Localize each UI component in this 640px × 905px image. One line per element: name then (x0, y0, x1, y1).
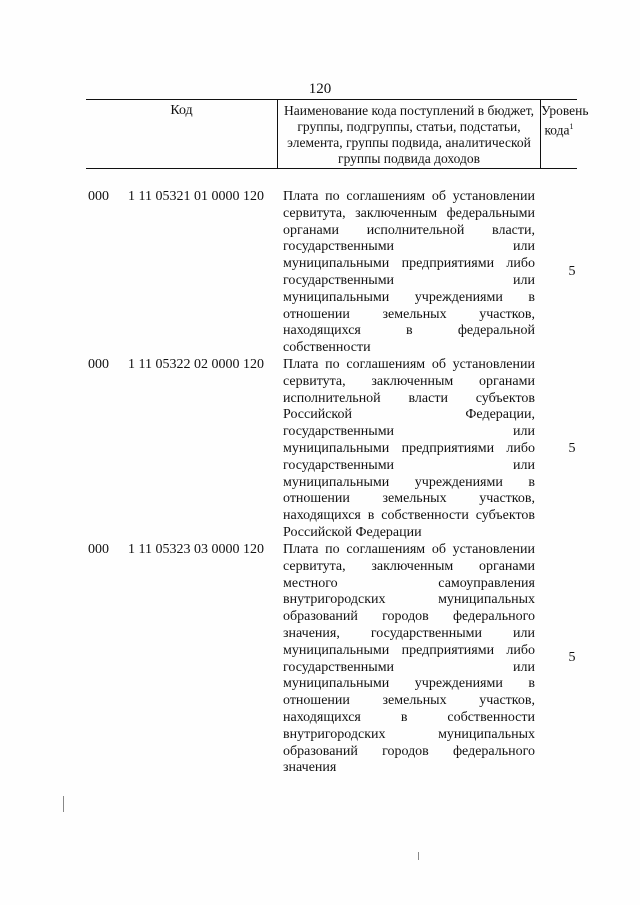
header-name: Наименование кода поступлений в бюджет, группы, подгруппы, статьи, подстатьи, элемента, группы подвида, аналитической группы подвида доходов (283, 103, 534, 166)
description-line: находящихся в собственности (283, 709, 535, 725)
page-number: 120 (308, 81, 332, 97)
row-level: 5 (568, 441, 576, 456)
description-line: муниципальными учреждениями в (283, 289, 535, 305)
description-line: Российской Федерации (283, 524, 422, 540)
description-line: государственными или (283, 457, 535, 473)
description-line: муниципальными предприятиями либо (283, 256, 535, 272)
description-line: государственными или (283, 239, 535, 255)
description-line: государственными или (283, 424, 535, 440)
description-line: Российской Федерации, (283, 407, 535, 423)
table-header (86, 99, 589, 169)
row-level: 5 (568, 264, 576, 279)
row-code: 1 11 05323 03 0000 120 (128, 542, 264, 557)
description-line: значения, государственными или (283, 625, 535, 641)
scan-mark (418, 852, 419, 860)
description-line: отношении земельных участков, (283, 306, 535, 322)
description-line: находящихся в собственности субъектов (283, 508, 535, 524)
description-line: органами исполнительной власти, (283, 222, 535, 238)
row-description (283, 189, 535, 357)
description-line: собственности (283, 340, 371, 356)
description-line: сервитута, заключенным органами (283, 558, 535, 574)
row-code: 1 11 05321 01 0000 120 (128, 189, 264, 204)
description-line: сервитута, заключенным органами (283, 373, 535, 389)
scan-mark (63, 796, 64, 812)
header-code: Код (170, 103, 193, 118)
description-line: находящихся в федеральной (283, 323, 535, 339)
description-line: отношении земельных участков, (283, 693, 535, 709)
description-line: муниципальными учреждениями в (283, 676, 535, 692)
row-code: 1 11 05322 02 0000 120 (128, 357, 264, 372)
row-prefix: 000 (88, 189, 109, 204)
row-prefix: 000 (88, 542, 109, 557)
description-line: Плата по соглашениям об установлении (283, 189, 535, 204)
description-line: сервитута, заключенным федеральными (283, 205, 535, 221)
row-description (283, 542, 535, 777)
description-line: образований городов федерального (283, 743, 535, 759)
description-line: местного самоуправления (283, 575, 535, 591)
row-prefix: 000 (88, 357, 109, 372)
row-description (283, 357, 535, 542)
description-line: значения (283, 760, 337, 776)
description-line: муниципальными предприятиями либо (283, 440, 535, 456)
description-line: государственными или (283, 659, 535, 675)
description-line: Плата по соглашениям об установлении (283, 542, 535, 557)
header-level-footnote: 1 (569, 122, 574, 131)
description-line: государственными или (283, 272, 535, 288)
description-line: муниципальными предприятиями либо (283, 642, 535, 658)
row-level: 5 (568, 650, 576, 665)
description-line: исполнительной власти субъектов (283, 390, 535, 406)
description-line: отношении земельных участков, (283, 491, 535, 507)
description-line: образований городов федерального (283, 609, 535, 625)
description-line: внутригородских муниципальных (283, 726, 535, 742)
description-line: внутригородских муниципальных (283, 592, 535, 608)
header-level (541, 103, 589, 139)
description-line: муниципальными учреждениями в (283, 474, 535, 490)
header-level-label: Уровень кода (541, 103, 589, 138)
description-line: Плата по соглашениям об установлении (283, 357, 535, 372)
